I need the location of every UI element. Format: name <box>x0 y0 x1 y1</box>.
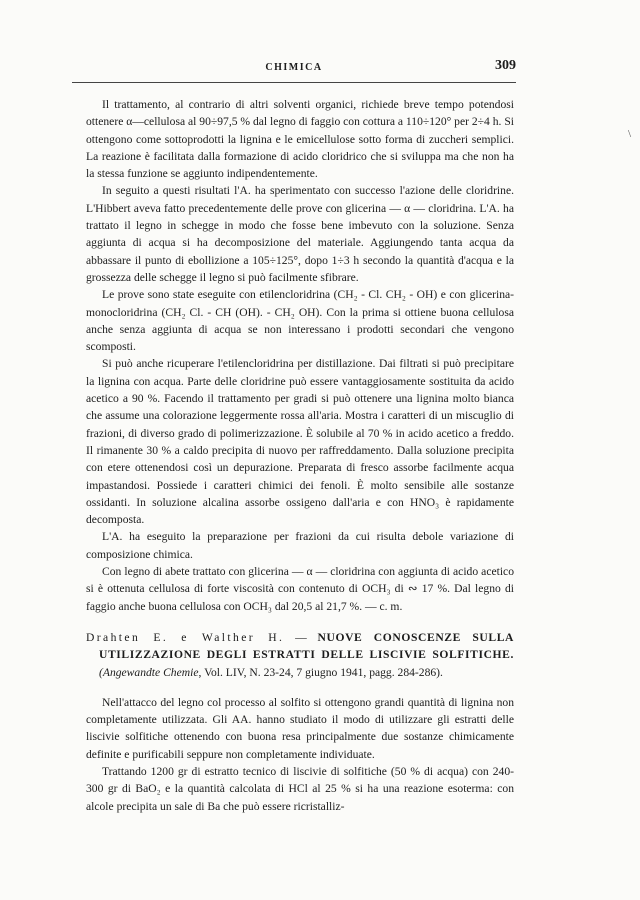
margin-mark: \ <box>628 128 632 140</box>
paragraph: Il trattamento, al contrario di altri solventi organici, richiede breve tempo potendosi ottenere α—cellulosa al 90÷97,5 % dal legno di faggio con cottura a 110÷120° per 2÷4 h. Si ottengono come sottoprodotti la lignina e le emicellulose sotto forma di zuccheri semplici. La reazione è facilitata dalla formazione di acido cloridrico che si sviluppa ma che non ha la stessa funzione se aggiunto indipendentemente. <box>86 98 514 181</box>
paragraph: Con legno di abete trattato con glicerina — α — cloridrina con aggiunta di acido acetico si è ottenuta cellulosa di forte viscosità con contenuto di OCH₃ di ∾ 17 %. Dal legno di faggio anche buona cellulosa con OCH₃ dal 20,5 al 21,7 %. — c. m. <box>86 565 514 613</box>
paragraph: Le prove sono state eseguite con etilencloridrina (CH₂ - Cl. CH₂ - OH) e con glicerina-monocloridrina (CH₂ Cl. - CH (OH). - CH₂ OH). Con la prima si ottiene buona cellulosa anche senza aggiunta di acqua se non interessano i prodotti secondari che vengono scomposti. <box>86 288 514 354</box>
body-text <box>86 96 514 815</box>
article-heading <box>86 629 514 681</box>
article-title: NUOVE CONOSCENZE SULLA UTILIZZAZIONE DEGLI ESTRATTI DELLE LISCIVIE SOLFITICHE. <box>99 630 515 662</box>
paragraph: Si può anche ricuperare l'etilencloridrina per distillazione. Dai filtrati si può precipitare la lignina con acqua. Parte delle cloridrine può essere vantaggiosamente sostituita da acido acetico a 90 %. Facendo il trattamento per gradi si può ottenere una lignina molto bianca che assume una colorazione leggermente rossa all'aria. Mostra i caratteri di un miscuglio di frazioni, di diverso grado di polimerizzazione. È solubile al 70 % in acido acetico a freddo. Il rimanente 30 % a caldo precipita di nuovo per raffreddamento. Dalla soluzione precipita con etere ottenendosi così un depurazione. Preparata di fresco assorbe facilmente acqua impastandosi. Possiede i caratteri chimici dei fenoli. È molto sensibile alle sostanze ossidanti. In soluzione alcalina assorbe ossigeno dall'aria e con HNO₃ è rapidamente decomposta. <box>86 357 514 527</box>
article-citation: , Vol. LIV, N. 23-24, 7 giugno 1941, pagg. 284-286). <box>198 665 443 679</box>
running-title: CHIMICA <box>265 62 323 73</box>
paragraph: Trattando 1200 gr di estratto tecnico di liscivie di solfitiche (50 % di acqua) con 240-300 gr di BaO₂ e la quantità calcolata di HCl al 25 % si ha una reazione esoterma: con alcole precipita un sale di Ba che può essere ricristalliz- <box>86 764 514 813</box>
paragraph: In seguito a questi risultati l'A. ha sperimentato con successo l'azione delle cloridrine. L'Hibbert aveva fatto precedentemente delle prove con glicerina — α — cloridrina. L'A. ha trattato il legno in schegge in modo che fosse bene imbevuto con la soluzione. Senza aggiunta di acqua si ha decomposizione del materiale. Aggiungendo tanta acqua da abbassare il punto di ebollizione a 105÷125°, dopo 1÷3 h secondo la quantità d'acqua e la grossezza delle schegge il legno si può facilmente sfibrare. <box>86 184 514 284</box>
paragraph: L'A. ha eseguito la preparazione per frazioni da cui risulta debole variazione di composizione chimica. <box>86 530 514 561</box>
page-header <box>72 58 516 83</box>
article-dash: — <box>284 630 318 644</box>
paragraph: Nell'attacco del legno col processo al solfito si ottengono grandi quantità di lignina non completamente utilizzata. Gli AA. hanno studiato il modo di utilizzare gli estratti delle liscivie solfitiche ottenendo con buona resa principalmente due sostanze chimicamente definite e purificabili seppure non completamente individuate. <box>86 695 514 761</box>
page-number: 309 <box>495 58 516 73</box>
article-authors: Drahten E. e Walther H. <box>86 630 285 644</box>
article-journal: (Angewandte Chemie <box>99 665 199 679</box>
